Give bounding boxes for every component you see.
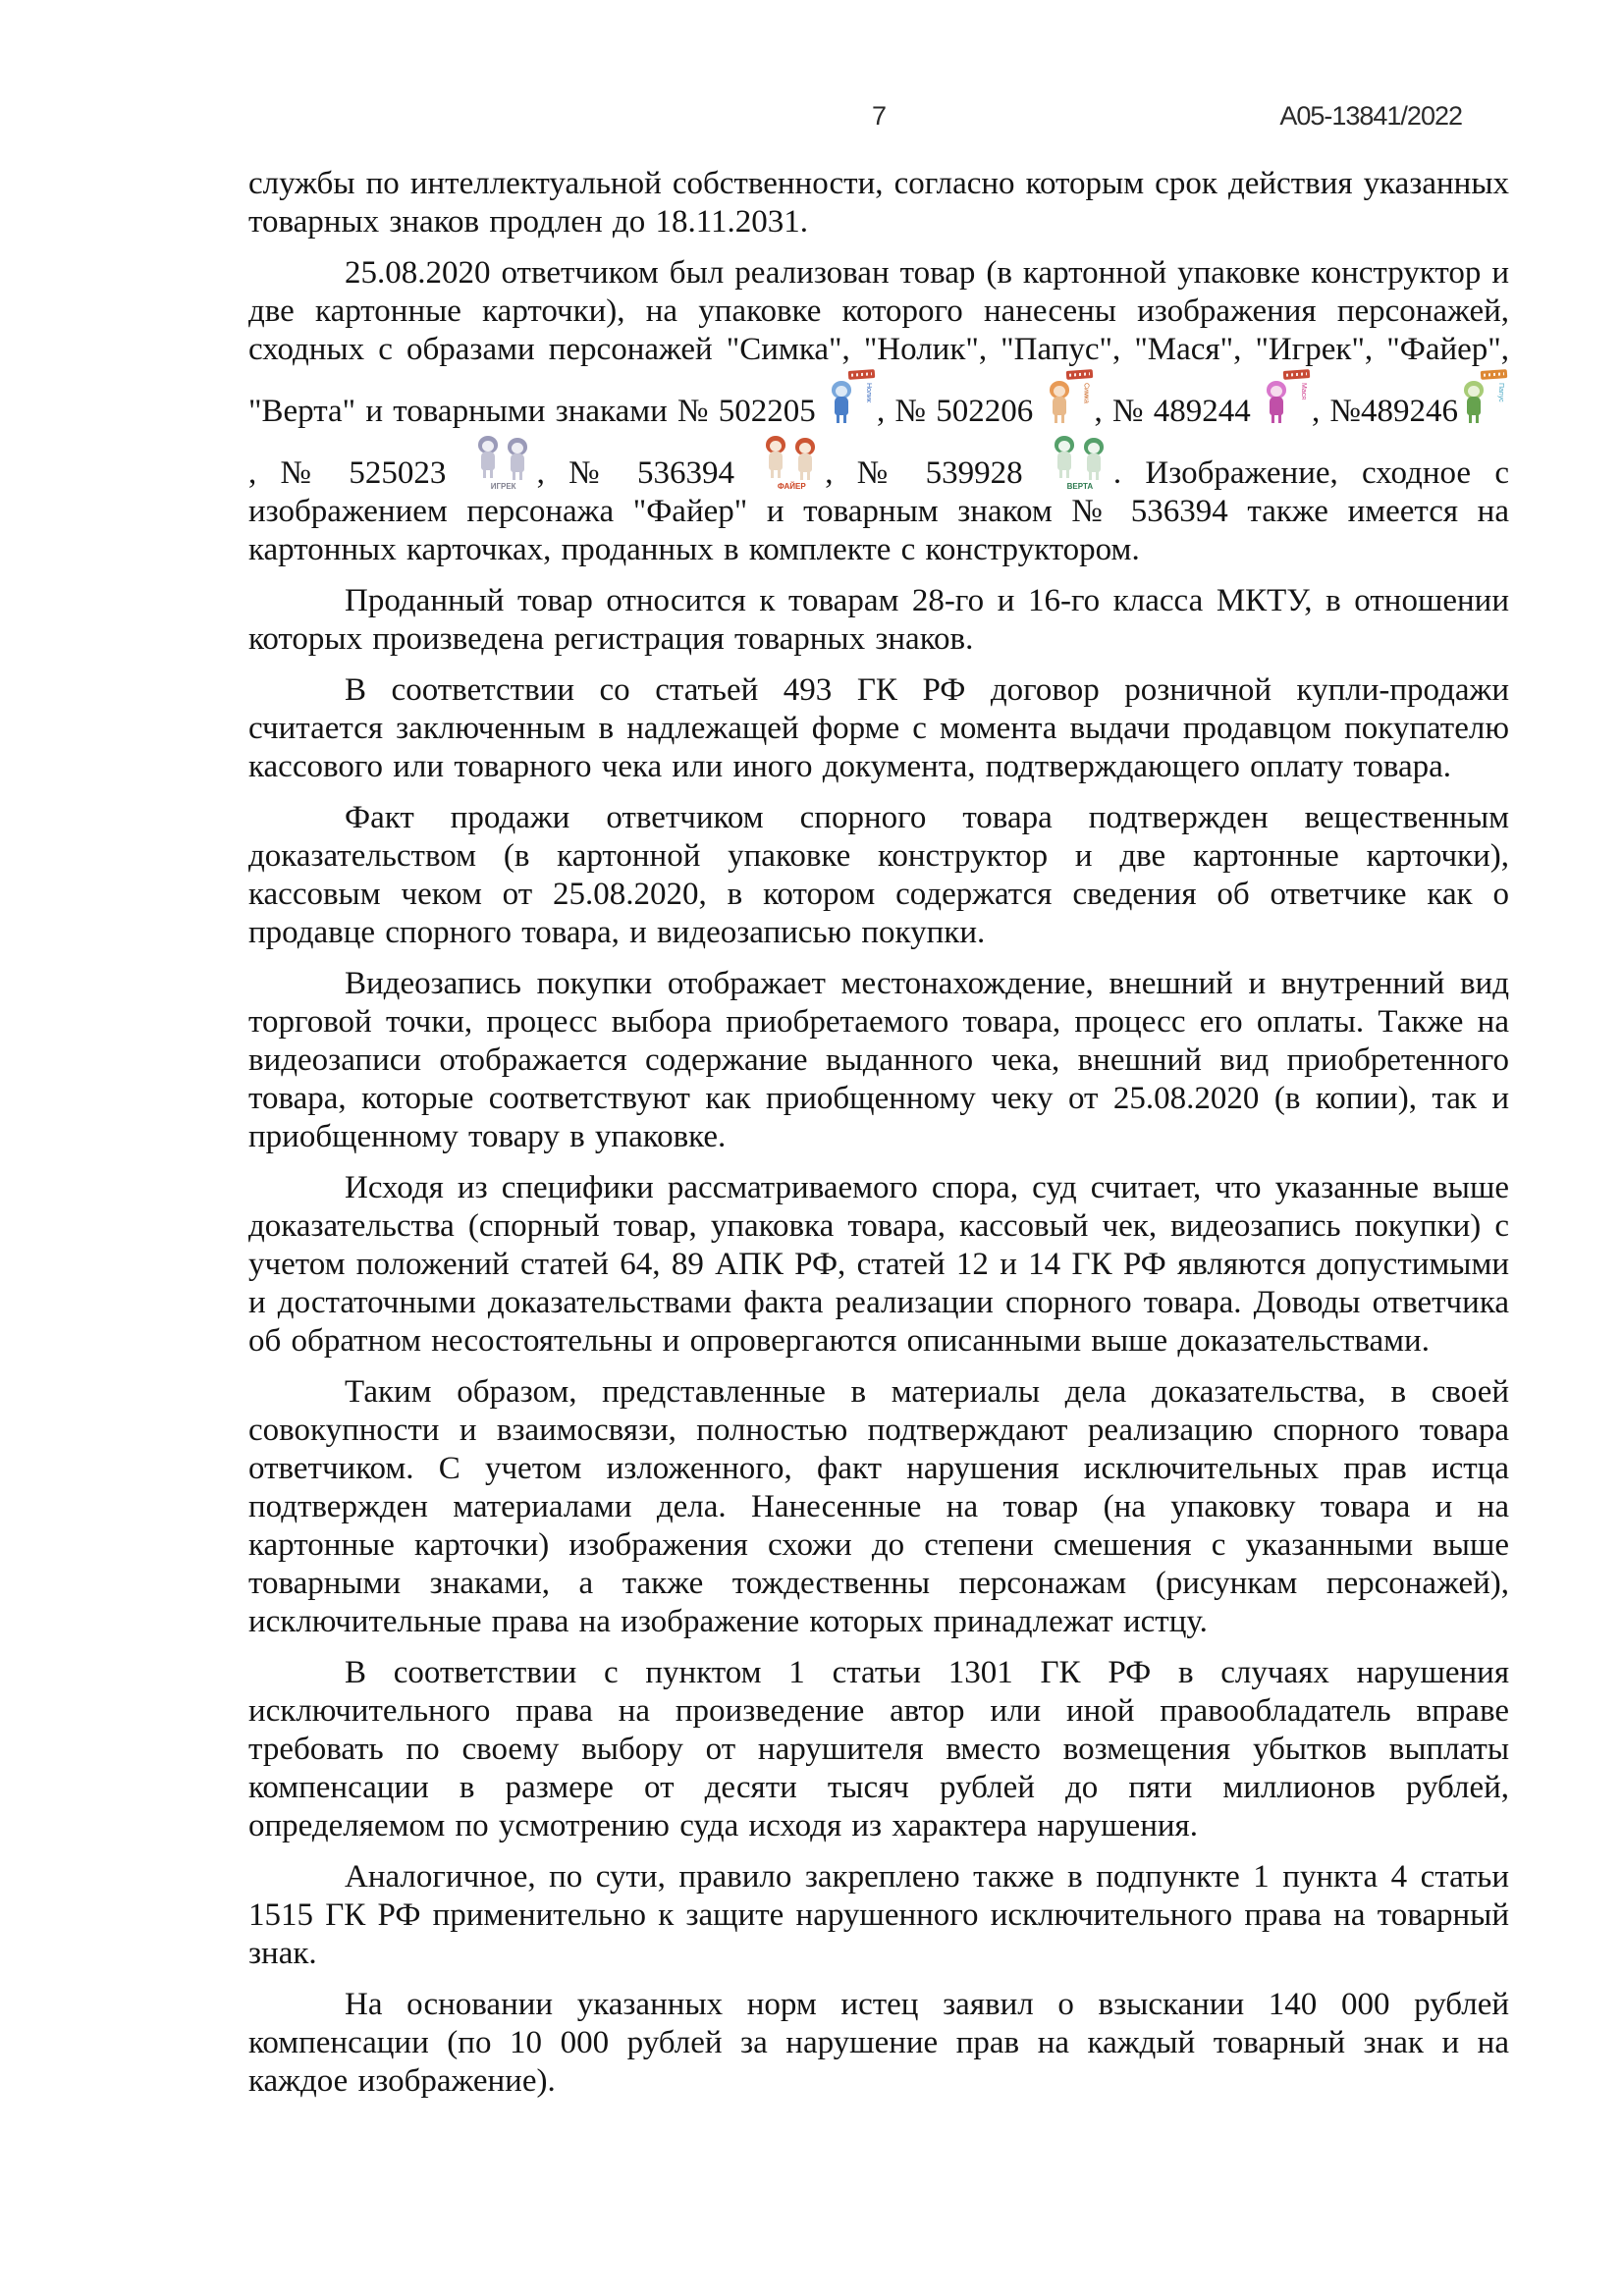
paragraph-11	[248, 1986, 1509, 2101]
text-run: Проданный товар относится к товарам 28-го и 16-го класса МКТУ, в отношении которых произведена регистрация товарных знаков.	[248, 583, 1509, 657]
text-run: , № 536394	[536, 455, 759, 491]
character-name-label: Мася	[1300, 383, 1308, 400]
paragraph-9	[248, 1654, 1509, 1845]
logo-banner	[1065, 369, 1093, 380]
trademark-image-489244-мася	[1261, 369, 1312, 430]
paragraph-3	[248, 582, 1509, 659]
character-figure	[507, 438, 528, 483]
text-run: Таким образом, представленные в материалы дела доказательства, в своей совокупности и взаимосвязи, полностью подтверждают реализацию спорного товара ответчиком. С учетом изложенного, факт нарушения исключительных прав истца подтвержден материалами дела. Нанесенные на товар (на упаковку товара и на картонные карточки) изображения схожи до степени смешения с указанными выше товарными знаками, а также тождественны персонажам (рисункам персонажей), исключительные права на изображение которых принадлежат истцу.	[248, 1374, 1509, 1639]
character-figure	[477, 436, 499, 481]
paragraph-5	[248, 799, 1509, 952]
text-run: , №489246	[1312, 394, 1459, 429]
text-run: , № 539928	[825, 455, 1047, 491]
character-figure	[1463, 381, 1485, 426]
text-run: службы по интеллектуальной собственности, согласно которым срок действия указанных товарных знаков продлен до 18.11.2031.	[248, 166, 1509, 240]
logo-banner	[1283, 369, 1311, 380]
trademark-image-536394-файер	[758, 431, 825, 492]
logo-banner	[848, 369, 876, 380]
text-run: . Изображение, сходное с изображением персонажа "Файер" и товарным знаком № 536394 также имеется на картонных карточках, проданных в комплекте с конструктором.	[248, 455, 1509, 567]
paragraph-1	[248, 165, 1509, 241]
paragraph-8	[248, 1373, 1509, 1641]
text-run: Исходя из специфики рассматриваемого спора, суд считает, что указанные выше доказательства (спорный товар, упаковка товара, кассовый чек, видеозапись покупки) с учетом положений статей 64, 89 АПК РФ, статей 12 и 14 ГК РФ являются допустимыми и достаточными доказательствами факта реализации спорного товара. Доводы ответчика об обратном несостоятельны и опровергаются описанными выше доказательствами.	[248, 1170, 1509, 1359]
trademark-image-525023-игрек	[470, 431, 537, 492]
logo-banner	[1481, 369, 1508, 380]
text-run: 25.08.2020 ответчиком был реализован товар (в картонной упаковке конструктор и две картонные карточки), на упаковке которого нанесены изображения персонажей, сходных с образами персонажей "Симка", "Нолик", "Папус", "Мася", "Игрек", "Файер", "Верта" и товарными знаками № 502205	[248, 255, 1509, 429]
text-run: , № 525023	[248, 455, 470, 491]
trademark-image-539928-верта	[1047, 431, 1113, 492]
character-name-label: Нолик	[865, 383, 873, 402]
text-run: В соответствии с пунктом 1 статьи 1301 ГК РФ в случаях нарушения исключительного права на произведение автор или иной правообладатель вправе требовать по своему выбору от нарушителя вместо возмещения убытков выплаты компенсации в размере от десяти тысяч рублей до пяти миллионов рублей, определяемом по усмотрению суда исходя из характера нарушения.	[248, 1655, 1509, 1843]
character-figure	[1049, 381, 1070, 426]
text-run: На основании указанных норм истец заявил о взыскании 140 000 рублей компенсации (по 10 000 рублей за нарушение прав на каждый товарный знак и на каждое изображение).	[248, 1987, 1509, 2099]
trademark-image-489246-папус	[1458, 369, 1509, 430]
paragraph-2	[248, 254, 1509, 569]
character-figure	[1054, 436, 1075, 481]
trademark-image-502205-нолик	[826, 369, 877, 430]
character-name-label: Симка	[1082, 383, 1090, 403]
character-figure	[794, 438, 816, 483]
character-name-label: Папус	[1497, 383, 1505, 402]
page-number: 7	[871, 101, 887, 131]
text-run: Факт продажи ответчиком спорного товара подтвержден вещественным доказательством (в картонной упаковке конструктор и две картонные карточки), кассовым чеком от 25.08.2020, в котором содержатся сведения об ответчике как о продавце спорного товара, и видеозаписью покупки.	[248, 800, 1509, 950]
text-run: Видеозапись покупки отображает местонахождение, внешний и внутренний вид торговой точки, процесс выбора приобретаемого товара, процесс его оплаты. Также на видеозаписи отображается содержание выданного чека, внешний вид приобретенного товара, которые соответствуют как приобщенному чеку от 25.08.2020 (в копии), так и приобщенному товару в упаковке.	[248, 966, 1509, 1154]
paragraph-7	[248, 1169, 1509, 1361]
text-run: , № 489244	[1094, 394, 1262, 429]
character-name-label: ФАЙЕР	[777, 482, 806, 491]
trademark-image-502206-симка	[1044, 369, 1095, 430]
text-run: В соответствии со статьей 493 ГК РФ договор розничной купли-продажи считается заключенным в надлежащей форме с момента выдачи продавцом покупателю кассового или товарного чека или иного документа, подтверждающего оплату товара.	[248, 672, 1509, 784]
character-figure	[765, 436, 786, 481]
character-figure	[1083, 438, 1105, 483]
case-number: А05-13841/2022	[1279, 101, 1462, 131]
page-header	[248, 101, 1509, 136]
paragraph-10	[248, 1858, 1509, 1973]
character-name-label: ВЕРТА	[1066, 482, 1094, 491]
character-name-label: ИГРЕК	[490, 482, 516, 491]
document-body	[248, 165, 1509, 2113]
paragraph-6	[248, 965, 1509, 1156]
text-run: , № 502206	[877, 394, 1044, 429]
text-run: Аналогичное, по сути, правило закреплено также в подпункте 1 пункта 4 статьи 1515 ГК РФ применительно к защите нарушенного исключительного права на товарный знак.	[248, 1859, 1509, 1971]
paragraph-4	[248, 671, 1509, 786]
character-figure	[1266, 381, 1287, 426]
character-figure	[831, 381, 852, 426]
